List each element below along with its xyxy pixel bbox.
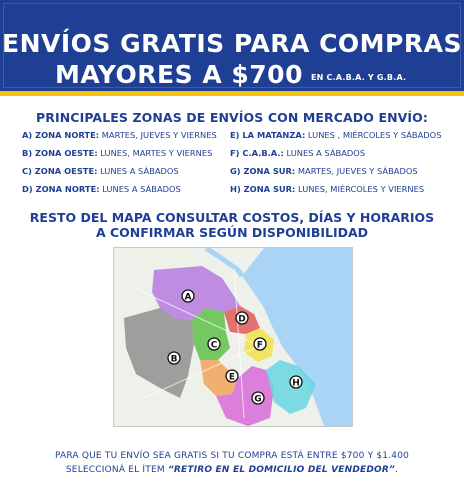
rest-line2: A CONFIRMAR SEGÚN DISPONIBILIDAD xyxy=(95,225,369,240)
rest-line1: RESTO DEL MAPA CONSULTAR COSTOS, DÍAS Y HORARIOS xyxy=(29,210,435,225)
zone-h xyxy=(230,182,452,196)
footer-line1: PARA QUE TU ENVÍO SEA GRATIS SI TU COMPRA ESTÁ ENTRE $700 Y $1.400 xyxy=(54,451,410,461)
delivery-zones-map xyxy=(113,247,353,427)
zone-days: LUNES , MIÉRCOLES Y SÁBADOS xyxy=(307,130,442,140)
banner-title-line1: ENVÍOS GRATIS PARA COMPRAS xyxy=(2,29,462,58)
header-banner xyxy=(0,0,464,96)
zone-a xyxy=(22,128,230,142)
zone-g xyxy=(230,164,452,178)
zone-name: H) ZONA SUR: xyxy=(230,184,296,194)
region-c xyxy=(192,308,230,360)
zone-days: LUNES A SÁBADOS xyxy=(102,184,181,194)
zone-f xyxy=(230,146,452,160)
footer-line2-suffix: . xyxy=(395,465,399,475)
zone-name: F) C.A.B.A.: xyxy=(230,148,284,158)
marker-a-label: A xyxy=(184,292,192,303)
footer-note xyxy=(0,449,464,477)
footer-line2 xyxy=(0,463,464,477)
zone-d xyxy=(22,182,230,196)
marker-g-label: G xyxy=(254,394,262,405)
zone-name: A) ZONA NORTE: xyxy=(22,130,100,140)
zone-days: MARTES, JUEVES Y SÁBADOS xyxy=(297,166,418,176)
footer-line2-emphasis: “RETIRO EN EL DOMICILIO DEL VENDEDOR” xyxy=(167,465,396,475)
zone-name: C) ZONA OESTE: xyxy=(22,166,98,176)
banner-coverage-note: EN C.A.B.A. Y G.B.A. xyxy=(311,73,407,82)
marker-h-label: H xyxy=(292,378,300,389)
zone-days: LUNES A SÁBADOS xyxy=(286,148,366,158)
zone-days: LUNES, MIÉRCOLES Y VIERNES xyxy=(298,184,425,194)
zone-days: MARTES, JUEVES Y VIERNES xyxy=(101,130,217,140)
zone-b xyxy=(22,146,230,160)
footer-line2-prefix: SELECCIONÁ EL ÍTEM xyxy=(65,465,165,475)
zone-days: LUNES, MARTES Y VIERNES xyxy=(100,148,213,158)
zone-days: LUNES A SÁBADOS xyxy=(100,166,179,176)
zone-name: G) ZONA SUR: xyxy=(230,166,296,176)
marker-f-label: F xyxy=(256,340,264,351)
zone-name: D) ZONA NORTE: xyxy=(22,184,100,194)
zone-name: B) ZONA OESTE: xyxy=(22,148,98,158)
zone-e xyxy=(230,128,452,142)
rest-of-map-note xyxy=(0,210,464,240)
zones-list xyxy=(22,128,452,196)
marker-d-label: D xyxy=(238,314,246,325)
zones-heading: PRINCIPALES ZONAS DE ENVÍOS CON MERCADO ENVÍO: xyxy=(36,110,428,125)
marker-b-label: B xyxy=(170,354,178,365)
marker-e-label: E xyxy=(228,372,236,383)
map-svg xyxy=(114,248,352,426)
zone-name: E) LA MATANZA: xyxy=(230,130,306,140)
banner-title-line2: MAYORES A $700 xyxy=(55,60,303,89)
zone-c xyxy=(22,164,230,178)
marker-c-label: C xyxy=(210,340,218,351)
